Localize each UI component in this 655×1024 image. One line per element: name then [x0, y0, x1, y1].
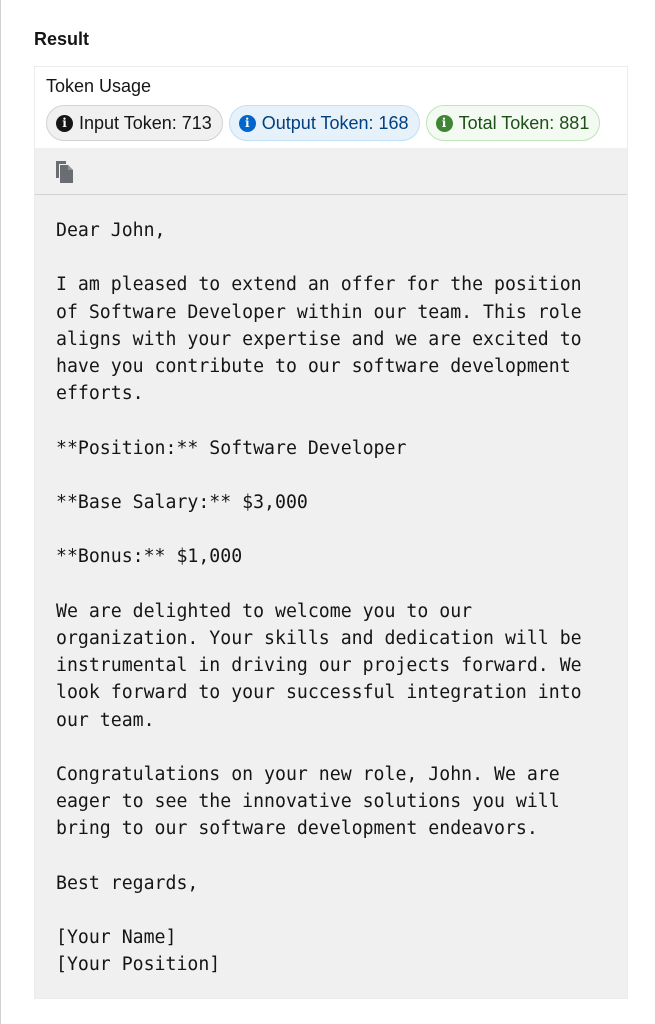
output-toolbar	[35, 148, 627, 195]
result-title: Result	[34, 29, 90, 49]
output-token-badge	[229, 105, 420, 141]
copy-button[interactable]	[53, 158, 77, 184]
output-text: Dear John, I am pleased to extend an offer for the position of Software Developer within our team. This role aligns with your expertise and we are excited to have you contribute to our software development efforts. **Position:** Software Developer **Base Salary:** $3,000 **Bonus:** $1,000 We are delighted to welcome you to our organization. Your skills and dedication will be instrumental in driving our projects forward. We look forward to your successful integration into our team. Congratulations on your new role, John. We are eager to see the innovative solutions you will bring to our software development endeavors. Best regards, [Your Name] [Your Position]	[56, 220, 582, 976]
info-icon: i	[56, 115, 73, 132]
info-icon: i	[239, 115, 256, 132]
copy-icon	[53, 158, 77, 184]
output-panel	[35, 148, 627, 998]
result-card	[34, 66, 628, 999]
token-usage-label: Token Usage	[46, 76, 152, 96]
info-icon: i	[436, 115, 453, 132]
token-badges	[46, 105, 600, 141]
output-token-text: Output Token: 168	[261, 112, 409, 133]
total-token-badge	[426, 105, 601, 141]
input-token-text: Input Token: 713	[79, 112, 212, 133]
total-token-text: Total Token: 881	[458, 112, 590, 133]
input-token-badge	[46, 105, 223, 141]
